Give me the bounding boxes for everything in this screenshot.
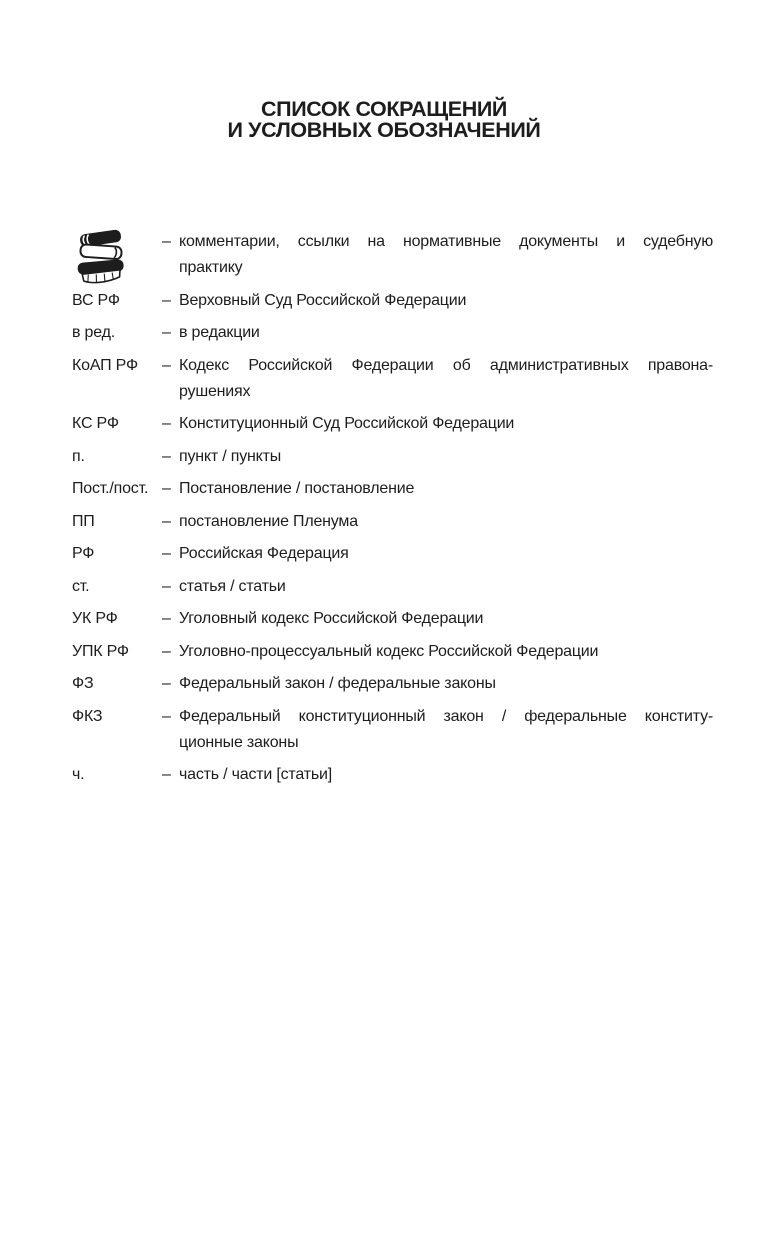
definition-text: Кодекс Российской Федерации об административных правона- [179, 356, 713, 374]
definition-line [162, 476, 713, 502]
page-title-line2: И УСЛОВНЫХ ОБОЗНАЧЕНИЙ [227, 118, 541, 142]
definition-line [162, 229, 713, 255]
books-stack-icon [74, 228, 128, 286]
page-title [0, 99, 768, 141]
abbreviation-definition [162, 288, 713, 314]
definition-text: часть / части [статьи] [179, 766, 332, 783]
definition-text: статья / статьи [179, 577, 286, 595]
abbreviation-row [72, 762, 713, 788]
abbreviation-term: ФКЗ [72, 707, 103, 725]
definition-text: Федеральный закон / федеральные законы [179, 675, 496, 692]
abbreviation-definition [162, 704, 713, 756]
abbreviation-term: РФ [72, 545, 95, 562]
dash: – [162, 766, 171, 783]
dash: – [162, 480, 171, 497]
abbreviation-definition [162, 444, 713, 470]
definition-text: постановление Пленума [179, 512, 358, 530]
abbreviation-term: ФЗ [72, 675, 94, 692]
abbreviation-row [72, 671, 713, 697]
definition-text: Уголовно-процессуальный кодекс Российской Федерации [179, 642, 599, 660]
abbreviation-row [72, 444, 713, 470]
dash: – [162, 447, 171, 465]
abbreviation-term: КС РФ [72, 415, 119, 432]
dash: – [162, 291, 171, 309]
dash: – [162, 610, 171, 627]
dash: – [162, 545, 171, 562]
abbreviation-term: в ред. [72, 324, 115, 341]
abbreviation-row [72, 411, 713, 437]
dash: – [162, 415, 171, 432]
definition-line [162, 606, 713, 632]
abbreviation-definition [162, 476, 713, 502]
dash: – [162, 577, 171, 595]
dash: – [162, 675, 171, 692]
definition-line: практику [179, 259, 243, 276]
definition-line [162, 574, 713, 600]
dash: – [162, 707, 171, 725]
abbreviation-row [72, 541, 713, 567]
abbreviation-definition [162, 509, 713, 535]
definition-text: Федеральный конституционный закон / федеральные конститу- [179, 707, 713, 725]
abbreviation-term: п. [72, 447, 85, 465]
abbreviation-definition [162, 411, 713, 437]
abbreviation-definition [162, 639, 713, 665]
definition-text: Уголовный кодекс Российской Федерации [179, 610, 484, 627]
definition-line [162, 444, 713, 470]
definition-line: ционные законы [179, 733, 299, 751]
abbreviation-definition [162, 606, 713, 632]
definition-line [162, 639, 713, 665]
definition-text: в редакции [179, 324, 260, 341]
abbreviation-term [72, 229, 162, 281]
abbreviation-term: КоАП РФ [72, 356, 138, 374]
abbreviations-list [72, 229, 713, 795]
definition-line [162, 704, 713, 730]
definition-line [162, 671, 713, 697]
abbreviation-definition [162, 762, 713, 788]
definition-text: Верховный Суд Российской Федерации [179, 291, 467, 309]
abbreviation-row [72, 704, 713, 756]
dash: – [162, 512, 171, 530]
definition-line [162, 541, 713, 567]
abbreviation-definition [162, 320, 713, 346]
abbreviation-row [72, 574, 713, 600]
definition-line [162, 509, 713, 535]
abbreviation-definition [162, 574, 713, 600]
definition-line [162, 762, 713, 788]
definition-line [162, 320, 713, 346]
dash: – [162, 324, 171, 341]
abbreviation-definition [162, 541, 713, 567]
abbreviation-term: УК РФ [72, 610, 118, 627]
definition-line: рушениях [179, 382, 251, 400]
definition-line [162, 288, 713, 314]
abbreviation-row [72, 229, 713, 281]
dash: – [162, 233, 171, 250]
abbreviation-definition [162, 229, 713, 281]
abbreviation-row [72, 606, 713, 632]
abbreviation-row [72, 320, 713, 346]
abbreviation-term: ВС РФ [72, 291, 120, 309]
abbreviation-row [72, 509, 713, 535]
dash: – [162, 356, 171, 374]
page-title-line1: СПИСОК СОКРАЩЕНИЙ [261, 97, 507, 121]
abbreviation-term: ПП [72, 512, 95, 530]
definition-text: пункт / пункты [179, 447, 282, 465]
definition-text: комментарии, ссылки на нормативные документы и судебную [179, 233, 713, 250]
definition-line [162, 411, 713, 437]
definition-text: Конституционный Суд Российской Федерации [179, 415, 515, 432]
abbreviation-term: ч. [72, 766, 85, 783]
abbreviation-term: Пост./пост. [72, 480, 149, 497]
abbreviation-row [72, 288, 713, 314]
definition-text: Постановление / постановление [179, 480, 415, 497]
abbreviation-definition [162, 671, 713, 697]
abbreviation-row [72, 639, 713, 665]
abbreviation-term: УПК РФ [72, 642, 129, 660]
dash: – [162, 642, 171, 660]
definition-line [162, 353, 713, 379]
abbreviation-row [72, 353, 713, 405]
abbreviation-definition [162, 353, 713, 405]
abbreviation-term: ст. [72, 577, 90, 595]
definition-text: Российская Федерация [179, 545, 349, 562]
abbreviation-row [72, 476, 713, 502]
